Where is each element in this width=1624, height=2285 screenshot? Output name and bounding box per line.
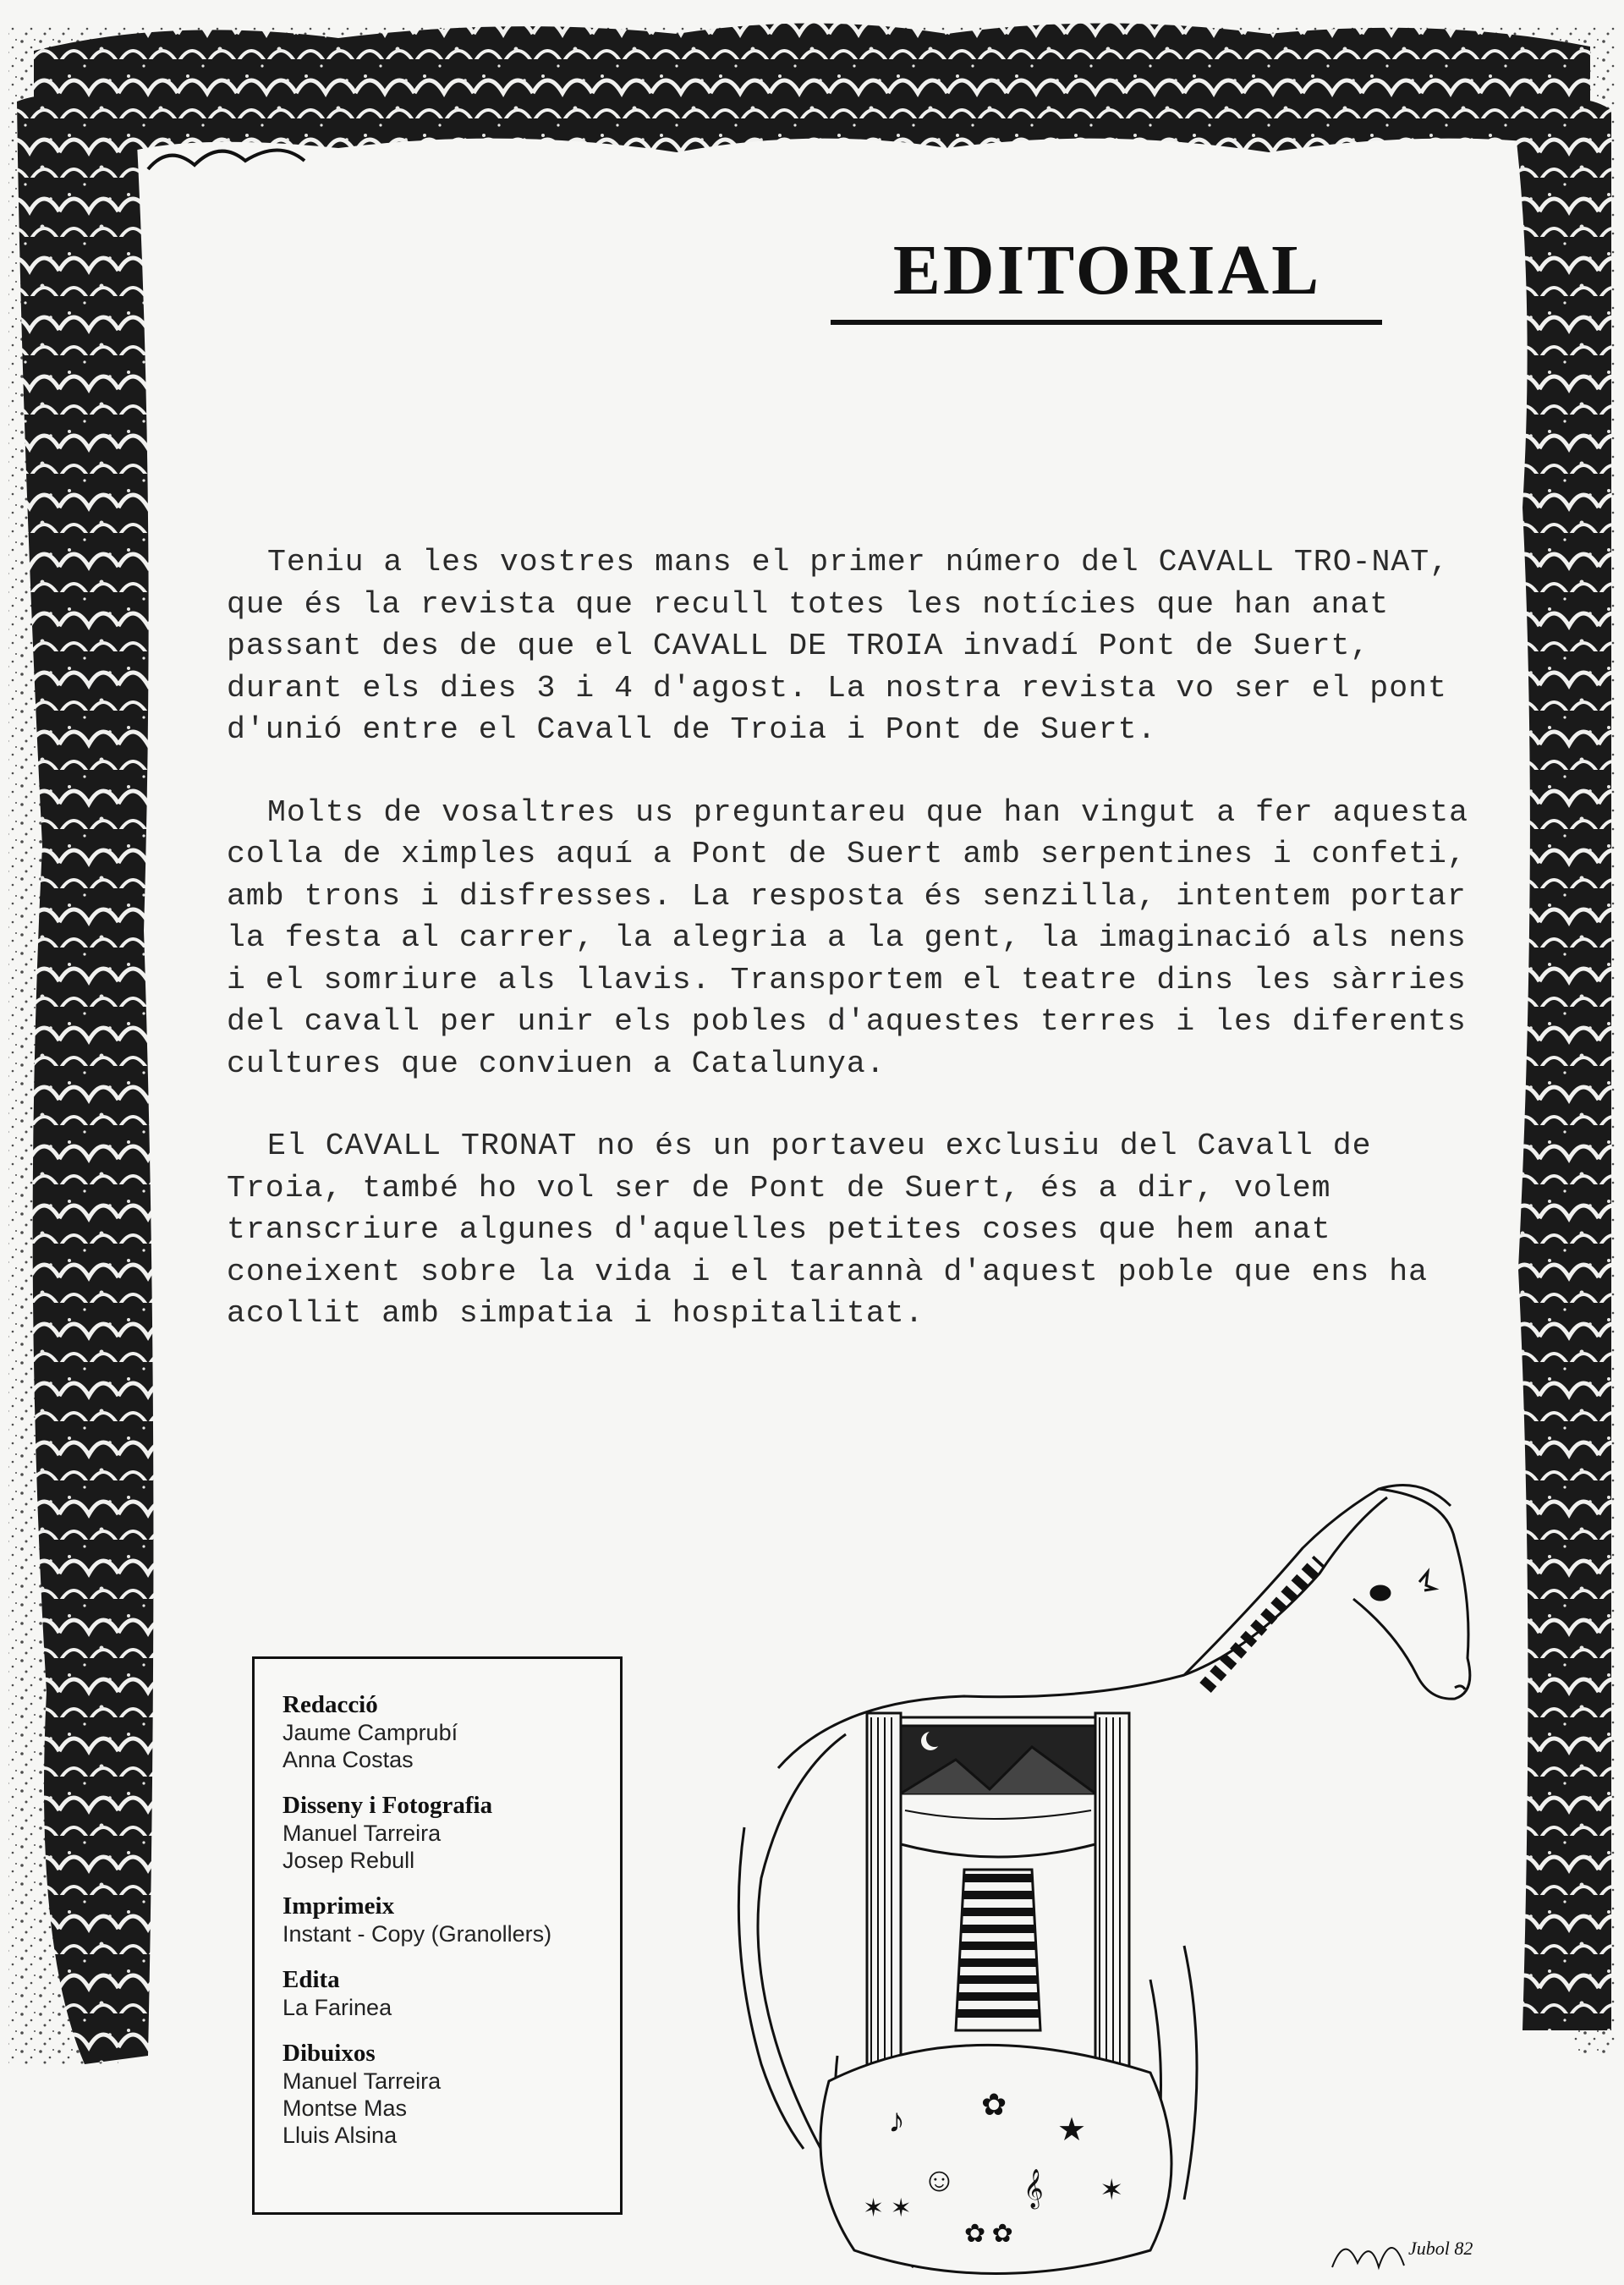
editorial-body [227, 541, 1488, 1376]
svg-text:✶: ✶ [1100, 2175, 1124, 2206]
credit-name: Lluis Alsina [283, 2123, 398, 2148]
svg-text:𝄞: 𝄞 [1023, 2169, 1044, 2207]
credit-role: Dibuixos [283, 2040, 376, 2067]
credit-group [283, 1966, 620, 2021]
credit-name: Instant - Copy (Granollers) [283, 1921, 552, 1947]
page-title: EDITORIAL [892, 231, 1322, 310]
credit-name: Manuel Tarreira [283, 1821, 442, 1846]
credit-name: Josep Rebull [283, 1848, 415, 1873]
credit-role: Redacció [283, 1691, 378, 1718]
credit-role: Imprimeix [283, 1892, 395, 1920]
credit-group [283, 1691, 620, 1773]
credit-group [283, 1792, 620, 1874]
editorial-paragraph: El CAVALL TRONAT no és un portaveu exclusiu del Cavall de Troia, també ho vol ser de Pont de Suert, és a dir, volem transcriure algunes d'aquelles petites coses que hem anat coneixent sobre la vida i el tarannà d'aquest poble que ens ha acollit amb simpatia i hospitalitat. [227, 1129, 1447, 1331]
artist-signature [1328, 2225, 1497, 2276]
credit-group [283, 1892, 620, 1947]
credit-name: Anna Costas [283, 1747, 414, 1772]
credits-box [252, 1656, 623, 2215]
title-underline [831, 320, 1382, 325]
svg-text:♪: ♪ [888, 2101, 905, 2139]
credit-role: Edita [283, 1966, 340, 1993]
svg-text:★: ★ [1057, 2112, 1087, 2148]
credit-name: Montse Mas [283, 2095, 408, 2121]
svg-text:✶ ✶: ✶ ✶ [863, 2194, 912, 2222]
credit-name: Manuel Tarreira [283, 2068, 442, 2094]
editorial-paragraph: Molts de vosaltres us preguntareu que han vingut a fer aquesta colla de ximples aquí a Pont de Suert amb serpentines i confeti, amb trons i disfresses. La resposta és senzilla, intentem portar la festa al carrer, la alegria a la gent, la imaginació als nens i el somriure als llavis. Transportem el teatre dins les sàrries del cavall per unir els pobles d'aquestes terres i les diferents cultures que conviuen a Catalunya. [227, 794, 1488, 1081]
credit-name: Jaume Camprubí [283, 1720, 458, 1745]
svg-text:✿ ✿: ✿ ✿ [964, 2220, 1013, 2248]
credit-name: La Farinea [283, 1995, 392, 2020]
credit-group [283, 2040, 620, 2149]
svg-text:✿: ✿ [981, 2088, 1007, 2122]
horse-illustration [710, 1472, 1489, 2285]
editorial-paragraph: Teniu a les vostres mans el primer número del CAVALL TRO-NAT, que és la revista que recull totes les notícies que han anat passant des de que el CAVALL DE TROIA invadí Pont de Suert, durant els dies 3 i 4 d'agost. La nostra revista vo ser el pont d'unió entre el Cavall de Troia i Pont de Suert. [227, 545, 1469, 747]
signature-text: Jubol 82 [1408, 2238, 1473, 2259]
credit-role: Disseny i Fotografia [283, 1792, 493, 1819]
svg-text:☺: ☺ [922, 2161, 957, 2199]
